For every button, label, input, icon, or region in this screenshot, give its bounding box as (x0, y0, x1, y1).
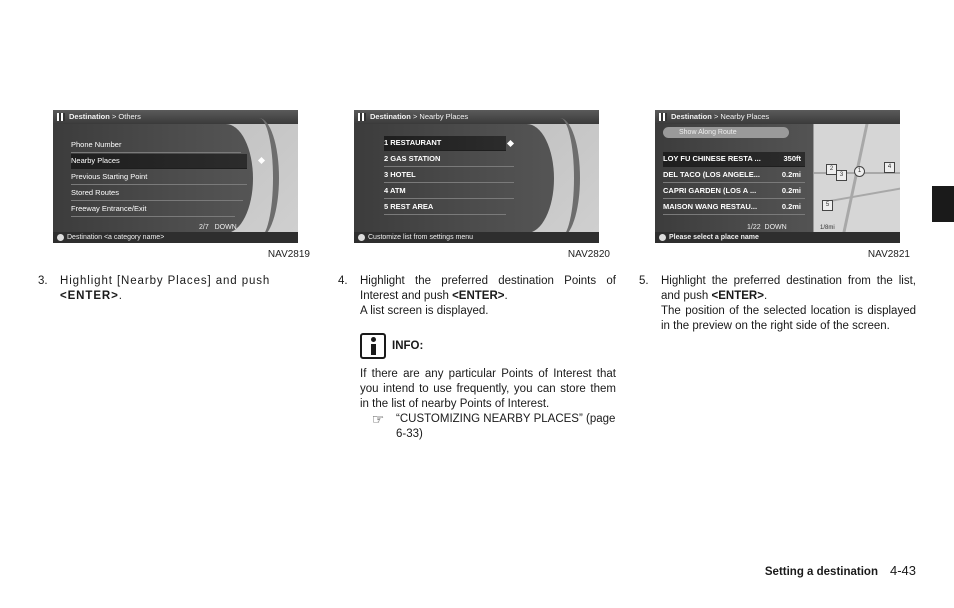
info-icon (57, 234, 64, 241)
nav-screen-place-list (655, 110, 900, 243)
place-item-3[interactable]: CAPRI GARDEN (LOS A ... 0.2mi (663, 184, 805, 199)
info-label: INFO: (392, 339, 424, 352)
checkered-flag-icon (57, 113, 65, 121)
category-item-restaurant[interactable]: 1 RESTAURANT (384, 136, 506, 151)
place-item-2[interactable]: DEL TACO (LOS ANGELE... 0.2mi (663, 168, 805, 183)
pointing-hand-icon: ☞ (371, 411, 385, 427)
screen-title: Destination (671, 112, 712, 121)
screen-subtitle: > Others (111, 112, 141, 121)
section-tab-marker (932, 186, 954, 222)
screen-subtitle: > Nearby Places (713, 112, 770, 121)
info-icon (360, 333, 386, 359)
instruction-step: 5. Highlight the preferred destination from the list, and push <ENTER>. The position of the selected location is displayed in the preview on the right side of the screen. (639, 275, 916, 332)
page-indicator[interactable]: 1/22 DOWN (747, 224, 787, 231)
screen-footer: Destination <a category name> (53, 232, 298, 243)
nav-screen-nearby-places (354, 110, 599, 243)
map-scale: 1/8mi (820, 225, 835, 231)
dial-ring (540, 118, 580, 238)
screen-title-bar (655, 110, 900, 124)
category-item-atm[interactable]: 4 ATM (384, 184, 514, 199)
poi-marker-icon[interactable]: 3 (836, 170, 847, 181)
instruction-step: 4. Highlight the preferred destination Points of Interest and push <ENTER>. A list screen is displayed. (338, 275, 616, 317)
category-item-gas-station[interactable]: 2 GAS STATION (384, 152, 514, 167)
page-number: 4-43 (889, 563, 916, 578)
instruction-column-1 (38, 274, 315, 304)
screen-title: Destination (370, 112, 411, 121)
checkered-flag-icon (358, 113, 366, 121)
cross-reference[interactable] (360, 412, 616, 442)
poi-marker-icon[interactable]: 2 (826, 164, 837, 175)
place-item-1[interactable]: LOY FU CHINESE RESTA ... 350ft (663, 152, 805, 167)
instruction-step: 3. Highlight [Nearby Places] and push <ENTER>. (38, 275, 271, 302)
info-block (338, 333, 616, 442)
info-text: If there are any particular Points of Interest that you intend to use frequently, you can store them in the list of nearby Points of Interest. (360, 368, 616, 410)
category-item-rest-area[interactable]: 5 REST AREA (384, 200, 506, 215)
map-preview (813, 124, 900, 232)
map-road (824, 187, 900, 203)
category-item-hotel[interactable]: 3 HOTEL (384, 168, 514, 183)
figure-caption: NAV2821 (867, 249, 910, 260)
info-icon (659, 234, 666, 241)
page-footer (765, 563, 916, 578)
show-along-route-button[interactable]: Show Along Route (663, 127, 789, 138)
instruction-column-3 (639, 274, 916, 334)
menu-item-nearby-places[interactable]: Nearby Places (71, 154, 247, 169)
figure-caption: NAV2819 (267, 249, 310, 260)
figure-caption: NAV2820 (567, 249, 610, 260)
screen-subtitle: > Nearby Places (412, 112, 469, 121)
cross-reference-text: “CUSTOMIZING NEARBY PLACES” (page 6-33) (396, 413, 616, 440)
instruction-column-2 (338, 274, 616, 442)
screen-footer: Please select a place name (655, 232, 900, 243)
menu-item-previous-starting-point[interactable]: Previous Starting Point (71, 170, 247, 185)
nav-screen-others (53, 110, 298, 243)
section-title: Setting a destination (764, 566, 878, 578)
current-location-icon: 1 (854, 166, 865, 177)
poi-marker-icon[interactable]: 4 (884, 162, 895, 173)
screen-footer: Customize list from settings menu (354, 232, 599, 243)
info-icon (358, 234, 365, 241)
menu-item-freeway-entrance-exit[interactable]: Freeway Entrance/Exit (71, 202, 235, 217)
place-item-4[interactable]: MAISON WANG RESTAU... 0.2mi (663, 200, 805, 215)
page-indicator[interactable]: 2/7 DOWN (199, 224, 237, 231)
menu-item-stored-routes[interactable]: Stored Routes (71, 186, 243, 201)
checkered-flag-icon (659, 113, 667, 121)
screen-title: Destination (69, 112, 110, 121)
poi-marker-icon[interactable]: 5 (822, 200, 833, 211)
menu-item-phone-number[interactable]: Phone Number (71, 138, 241, 153)
